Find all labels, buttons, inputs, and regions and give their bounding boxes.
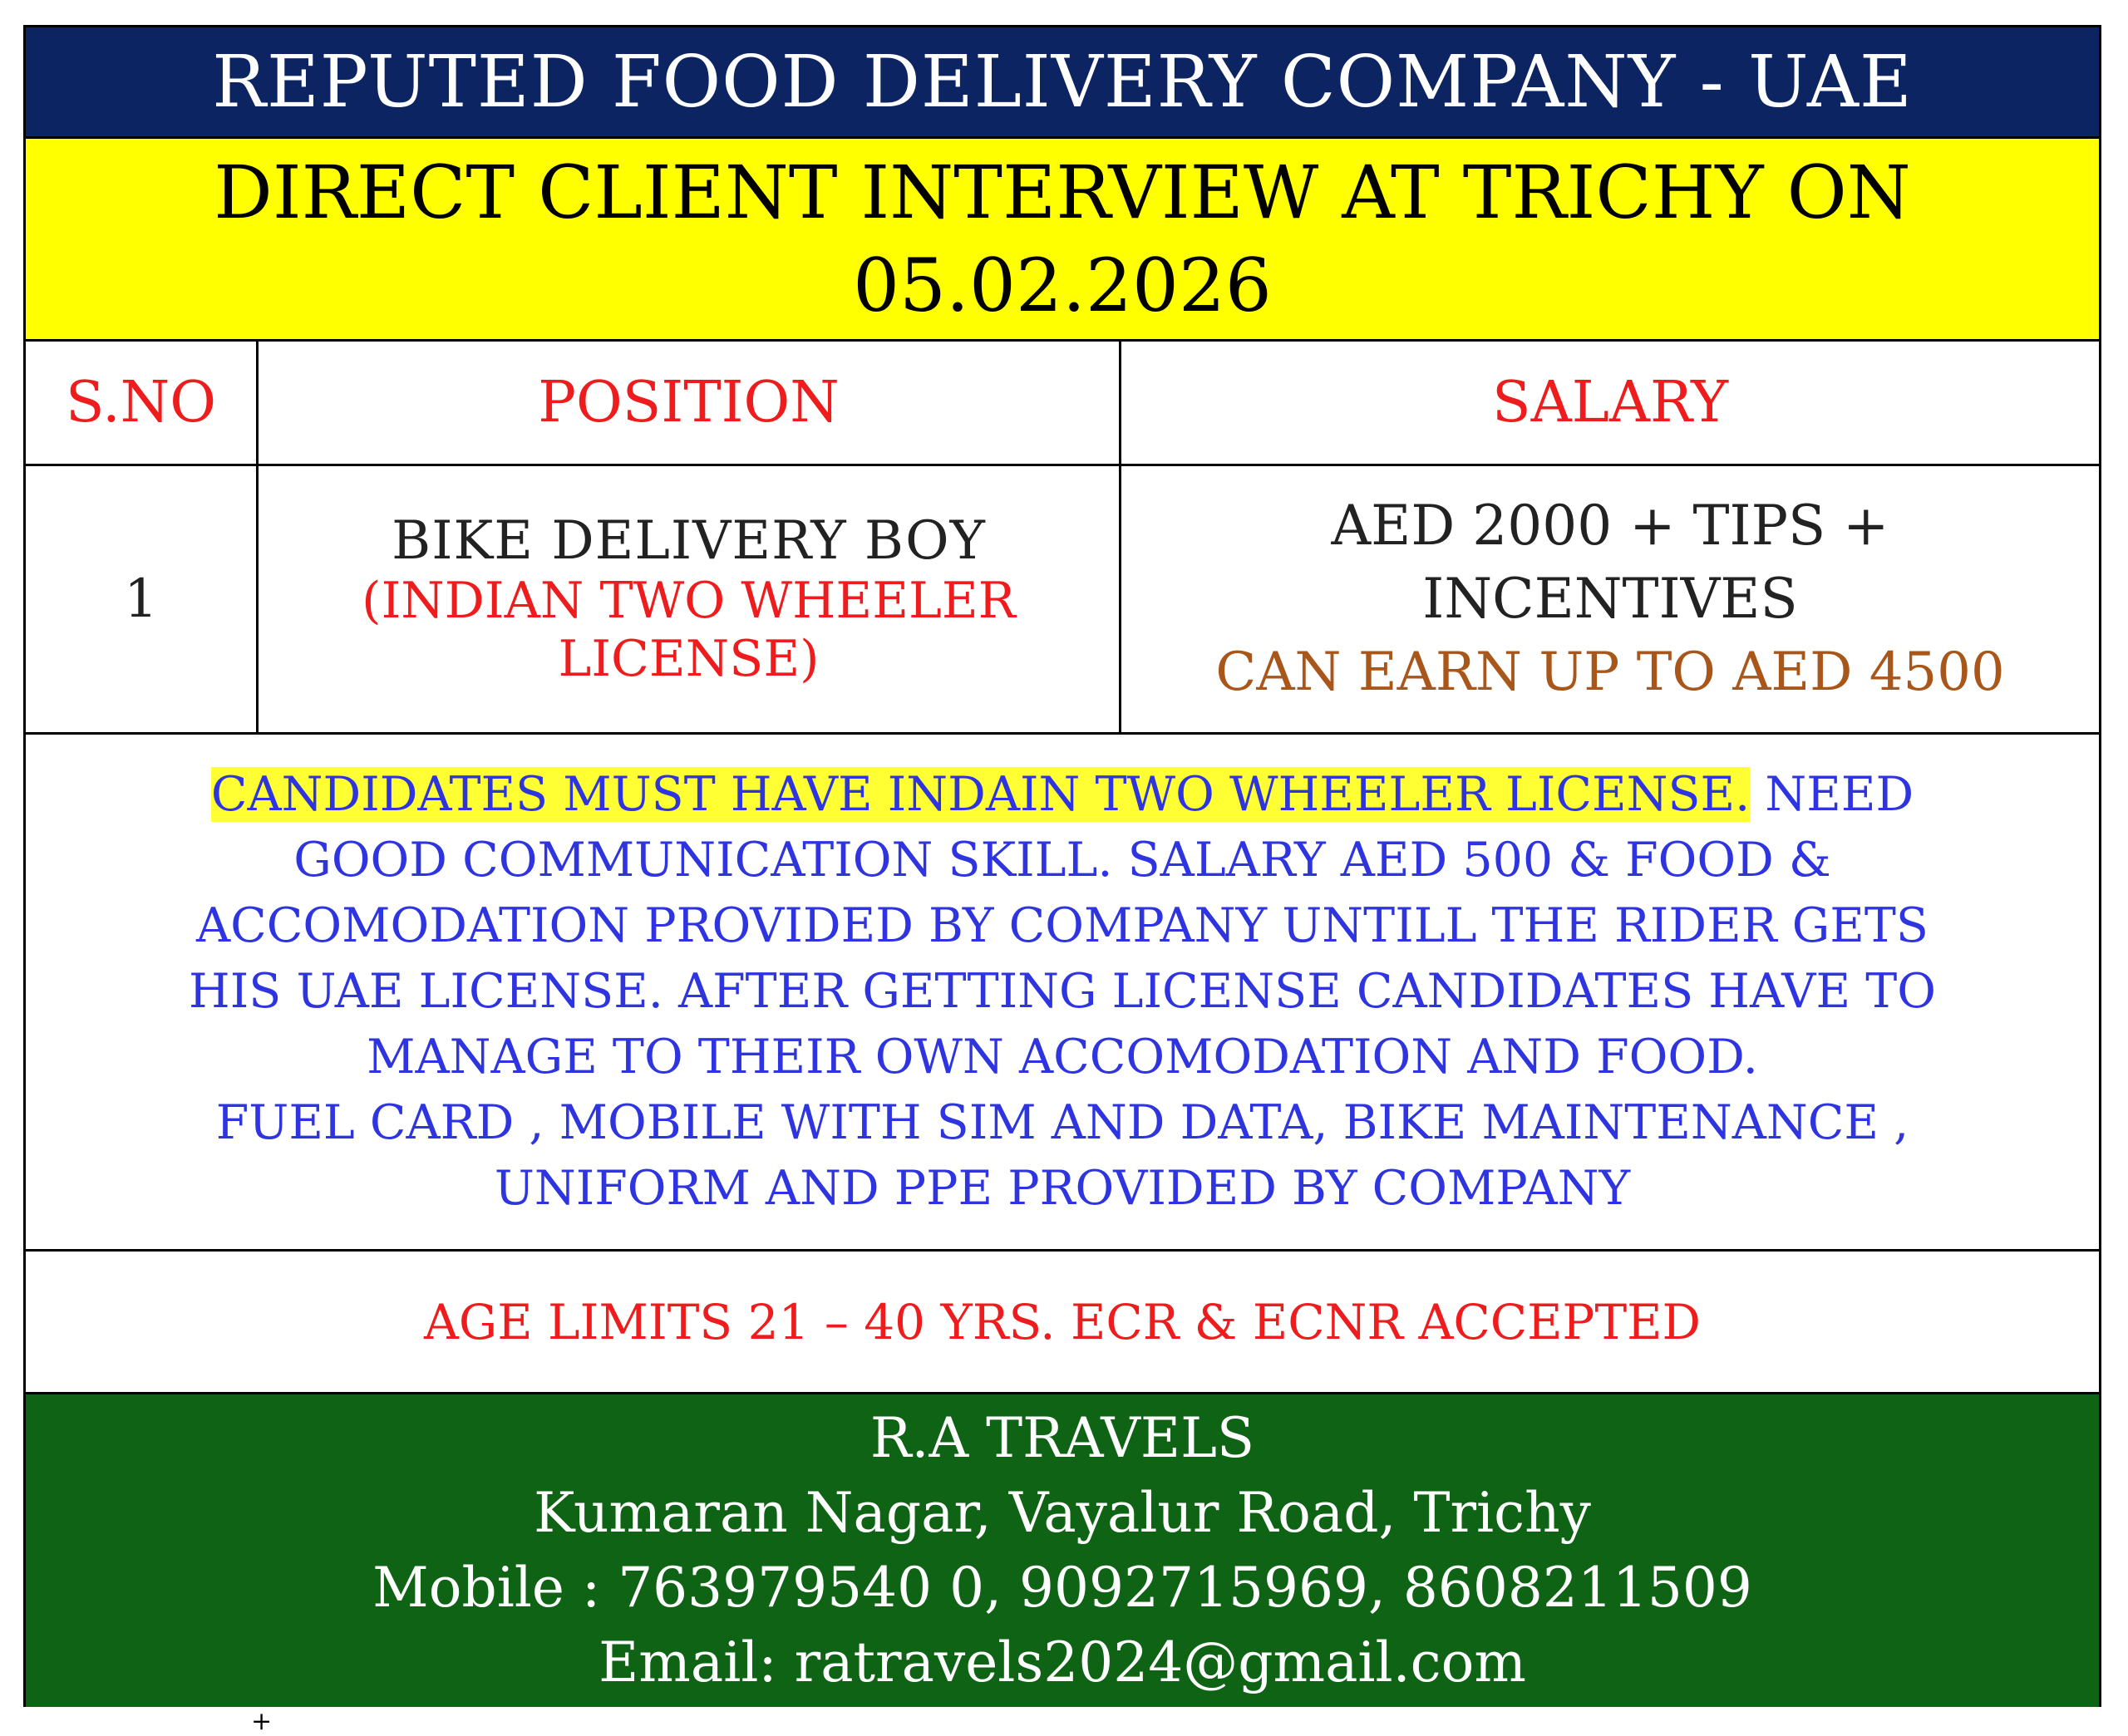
position-note-1: (INDIAN TWO WHEELER xyxy=(362,572,1016,630)
details-line-7: UNIFORM AND PPE PROVIDED BY COMPANY xyxy=(494,1161,1631,1216)
row-position xyxy=(259,466,1121,732)
position-title: BIKE DELIVERY BOY xyxy=(392,510,986,572)
interview-banner xyxy=(26,139,2099,342)
header-position-label: POSITION xyxy=(538,370,840,435)
footer-address: Kumaran Nagar, Vayalur Road, Trichy xyxy=(534,1481,1591,1545)
header-position xyxy=(259,342,1121,464)
salary-line-2: INCENTIVES xyxy=(1422,567,1798,631)
footer-mobile: Mobile : 763979540 0, 9092715969, 8608211509 xyxy=(372,1556,1752,1620)
header-salary-label: SALARY xyxy=(1492,370,1728,435)
license-highlight: CANDIDATES MUST HAVE INDAIN TWO WHEELER LICENSE. xyxy=(210,767,1751,822)
details-line-3: ACCOMODATION PROVIDED BY COMPANY UNTILL THE RIDER GETS xyxy=(196,898,1928,953)
age-limits xyxy=(26,1252,2099,1394)
details-line-2: GOOD COMMUNICATION SKILL. SALARY AED 500 & FOOD & xyxy=(293,833,1831,888)
row-sno-value: 1 xyxy=(124,568,158,630)
table-row xyxy=(26,466,2099,735)
header-sno xyxy=(26,342,259,464)
row-salary xyxy=(1121,466,2099,732)
age-limits-text: AGE LIMITS 21 – 40 YRS. ECR & ECNR ACCEPTED xyxy=(424,1293,1701,1350)
banner-title: REPUTED FOOD DELIVERY COMPANY - UAE xyxy=(212,40,1913,124)
job-poster xyxy=(23,25,2101,1707)
company-banner xyxy=(26,27,2099,139)
position-note-2: LICENSE) xyxy=(558,630,820,688)
salary-line-1: AED 2000 + TIPS + xyxy=(1331,494,1889,558)
stray-plus-mark: + xyxy=(251,1707,273,1736)
details-line-5: MANAGE TO THEIR OWN ACCOMODATION AND FOOD. xyxy=(367,1030,1758,1084)
interview-line-1: DIRECT CLIENT INTERVIEW AT TRICHY ON xyxy=(214,149,1911,235)
details-line-1 xyxy=(211,762,1914,828)
job-details xyxy=(26,735,2099,1252)
contact-footer xyxy=(26,1394,2099,1707)
header-salary xyxy=(1121,342,2099,464)
footer-email: Email: ratravels2024@gmail.com xyxy=(598,1630,1526,1694)
details-line-6: FUEL CARD , MOBILE WITH SIM AND DATA, BIKE MAINTENANCE , xyxy=(215,1095,1909,1150)
header-sno-label: S.NO xyxy=(65,370,217,435)
details-line-4: HIS UAE LICENSE. AFTER GETTING LICENSE CANDIDATES HAVE TO xyxy=(189,964,1936,1019)
table-header xyxy=(26,342,2099,466)
interview-date: 05.02.2026 xyxy=(853,242,1272,328)
salary-earn: CAN EARN UP TO AED 4500 xyxy=(1215,642,2005,703)
row-sno xyxy=(26,466,259,732)
details-line-1-rest: NEED xyxy=(1750,767,1914,822)
footer-company: R.A TRAVELS xyxy=(869,1406,1255,1470)
